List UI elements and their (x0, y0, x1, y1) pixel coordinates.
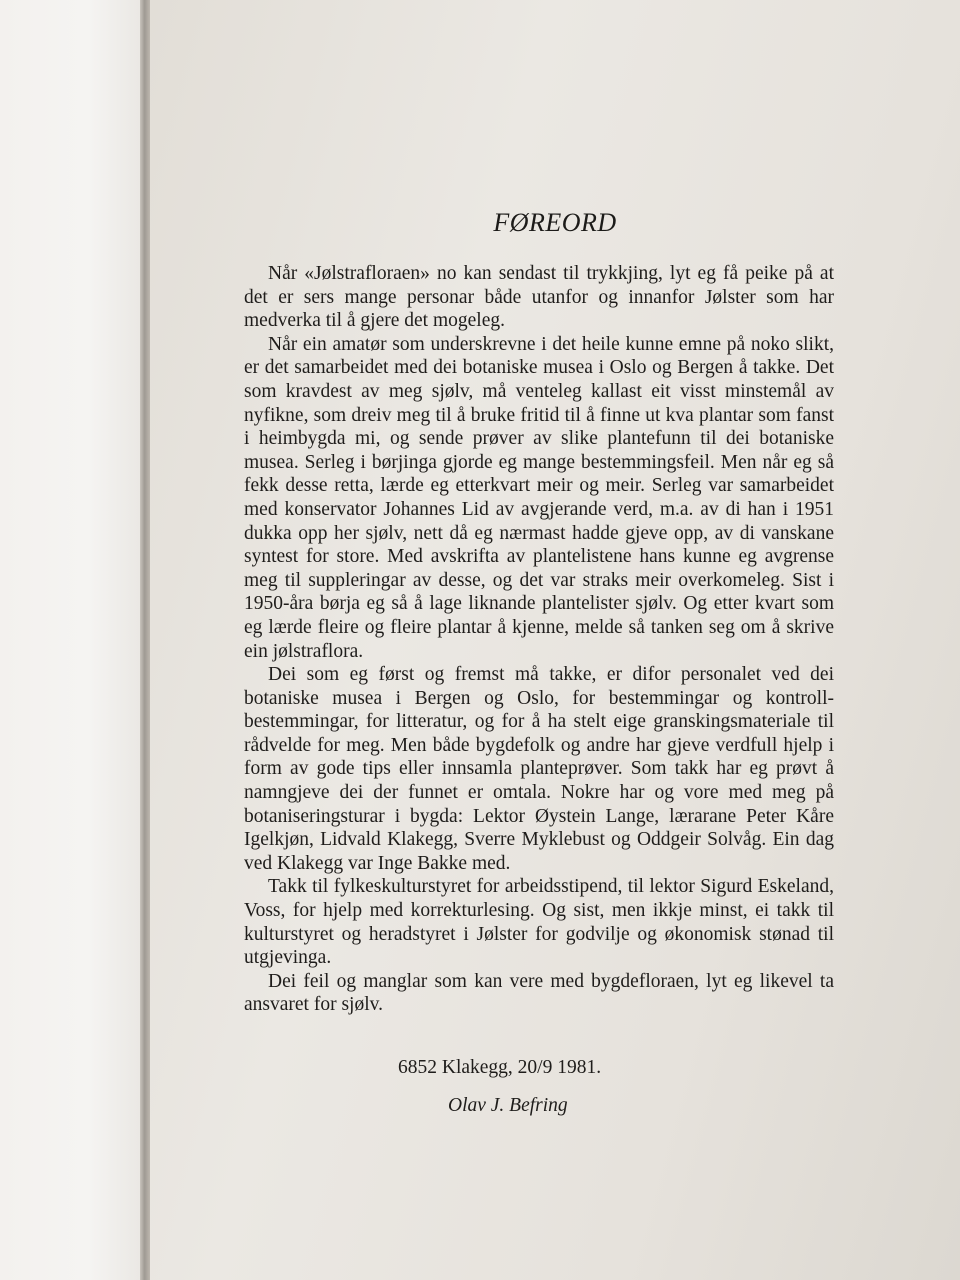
book-page (150, 0, 960, 1280)
book-gutter (140, 0, 150, 1280)
place-and-date: 6852 Klakegg, 20/9 1981. (398, 1057, 602, 1078)
author-signature: Olav J. Befring (448, 1095, 568, 1116)
paragraph: Når «Jølstrafloraen» no kan sendast til trykkjing, lyt eg få peike på at det er sers mange personar både utanfor og innanfor Jølster som har medverka til å gjere det mogeleg. (244, 263, 834, 332)
facing-page-edge (0, 0, 148, 1280)
paragraph: Dei feil og manglar som kan vere med bygdefloraen, lyt eg likevel ta ansvaret for sjølv. (244, 970, 834, 1016)
paragraph: Dei som eg først og fremst må takke, er difor personalet ved dei botaniske musea i Bergen og Oslo, for bestemmingar og kontrollbestemmingar, for litteratur, og for å ha stelt eige granskingsmateriale til rådvelde for meg. Men både bygdefolk og andre har gjeve verdfull hjelp i form av gode tips eller innsamla planteprøver. Som takk har eg prøvt å namngjeve dei der funnet er omtala. Nokre har og vore med meg på botaniseringsturar i bygda: Lektor Øystein Lange, lærarane Peter Kåre Igelkjøn, Lidvald Klakegg, Sverre Myklebust og Oddgeir Solvåg. Ein dag ved Klakegg var Inge Bakke med. (244, 664, 834, 874)
paragraph: Takk til fylkeskulturstyret for arbeidsstipend, til lektor Sigurd Eskeland, Voss, for hjelp med korrekturlesing. Og sist, men ikkje minst, ei takk til kulturstyret og heradstyret i Jølster for godvilje og økonomisk stønad til utgjevinga. (244, 876, 834, 969)
foreword-body (244, 262, 834, 1017)
paragraph: Når ein amatør som underskrevne i det heile kunne emne på noko slikt, er det samarbeidet med dei botaniske musea i Oslo og Bergen å takke. Det som kravdest av meg sjølv, må venteleg kallast eit visst minstemål av nyfikne, som dreiv meg til å bruke fritid til å finne ut kva plantar som fanst i heimbygda mi, og sende prøver av slike plantefunn til dei botaniske musea. Serleg i børjinga gjorde eg mange bestemmingsfeil. Men når eg så fekk desse retta, lærde eg etterkvart meir og meir. Serleg var samarbeidet med konservator Johannes Lid av avgjerande verd, m.a. av di han i 1951 dukka opp her sjølv, nett då eg nærmast hadde gjeve opp, av di vanskane syntest for store. Med avskrifta av plantelistene hans kunne eg avgrense meg til suppleringar av desse, og det var straks meir overkomeleg. Sist i 1950-åra børja eg så å lage liknande plantelister sjølv. Og etter kvart som eg lærde fleire og fleire plantar å kjenne, melde så tanken seg om å skrive ein jølstraflora. (244, 333, 834, 662)
page-title: FØREORD (493, 208, 617, 237)
